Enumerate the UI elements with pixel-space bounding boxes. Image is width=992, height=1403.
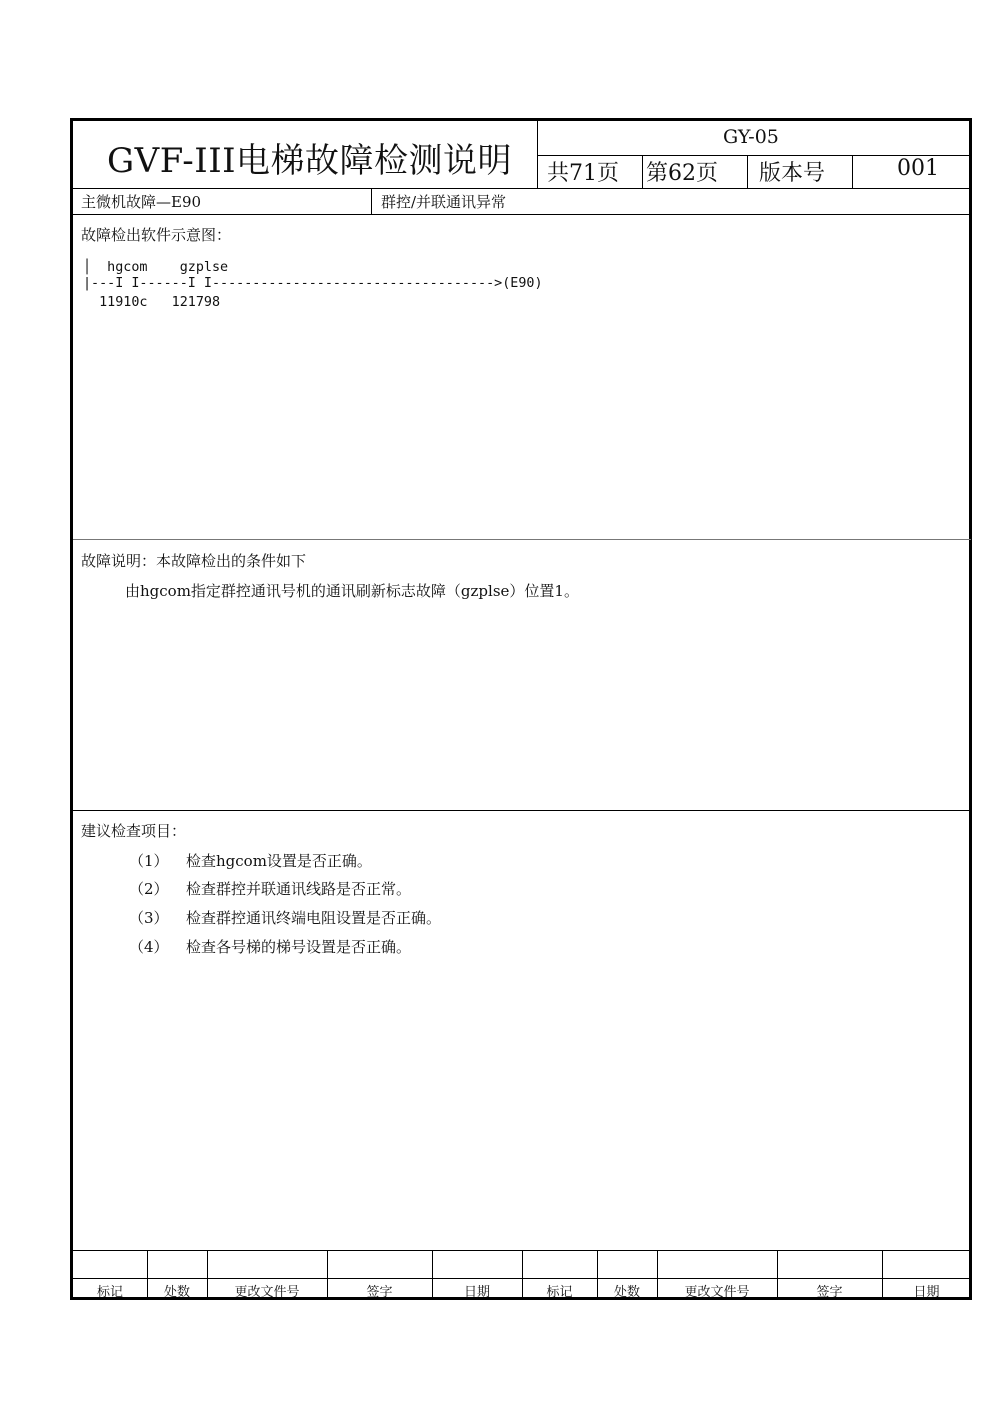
divider: [371, 188, 372, 214]
fault-name: 群控/并联通讯异常: [381, 193, 507, 211]
version-value: 001: [897, 156, 939, 181]
divider: [642, 155, 643, 188]
footer-label-date: 日期: [913, 1285, 940, 1300]
footer-label-count: 处数: [163, 1285, 190, 1300]
document-code: GY-05: [723, 126, 779, 148]
footer-label-signature: 签字: [366, 1285, 393, 1300]
total-pages: 共71页: [547, 161, 619, 186]
footer-label-signature: 签字: [816, 1285, 843, 1300]
ladder-line-1: │ hgcom gzplse: [83, 260, 229, 275]
divider: [73, 810, 971, 811]
footer-label-mark: 标记: [546, 1285, 573, 1300]
divider: [73, 539, 971, 540]
check-item-text: 检查hgcom设置是否正确。: [186, 852, 372, 870]
footer-label-date: 日期: [463, 1285, 490, 1300]
check-item-text: 检查群控通讯终端电阻设置是否正确。: [186, 909, 442, 927]
check-item-number: （4）: [129, 938, 169, 956]
divider: [73, 188, 971, 189]
check-item-text: 检查群控并联通讯线路是否正常。: [186, 880, 412, 898]
divider: [747, 155, 748, 188]
ladder-line-3: 11910c 121798: [83, 295, 221, 310]
footer-label-mark: 标记: [96, 1285, 123, 1300]
version-label: 版本号: [759, 161, 826, 186]
footer-label-change-doc: 更改文件号: [234, 1285, 300, 1300]
description-text: 由hgcom指定群控通讯号机的通讯刷新标志故障（gzplse）位置1。: [125, 582, 579, 600]
check-item-number: （2）: [129, 880, 169, 898]
check-item-number: （1）: [129, 852, 169, 870]
document-title: GVF-III电梯故障检测说明: [107, 141, 513, 181]
description-heading: 故障说明：本故障检出的条件如下: [81, 552, 307, 570]
diagram-heading: 故障检出软件示意图：: [81, 226, 232, 244]
checks-heading: 建议检查项目：: [81, 822, 187, 840]
check-item-number: （3）: [129, 909, 169, 927]
divider: [852, 155, 853, 188]
ladder-line-2: |---I I------I I----------------------------------->(E90): [83, 276, 543, 291]
divider: [73, 214, 971, 215]
footer-label-count: 处数: [613, 1285, 640, 1300]
footer-label-change-doc: 更改文件号: [684, 1285, 750, 1300]
fault-code: 主微机故障—E90: [81, 193, 202, 211]
page-number: 第62页: [646, 161, 718, 186]
document-frame: [70, 118, 972, 1300]
check-item-text: 检查各号梯的梯号设置是否正确。: [186, 938, 412, 956]
